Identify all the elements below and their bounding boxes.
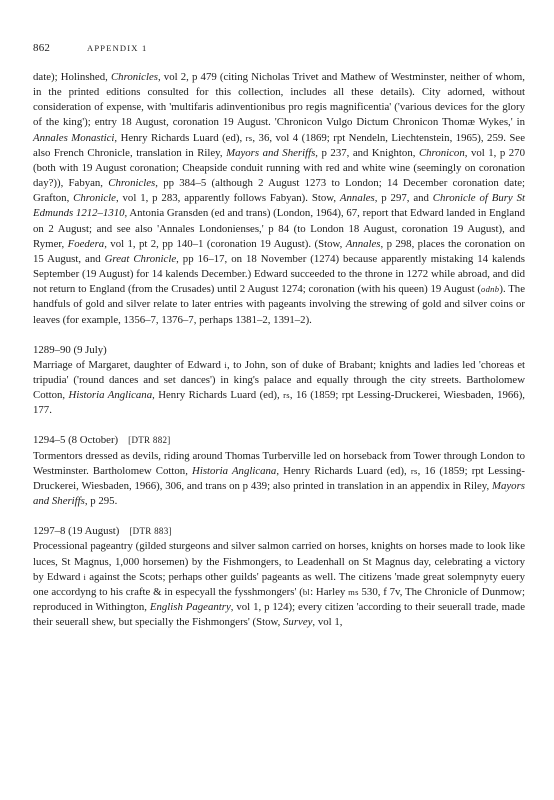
entry-text: Tormentors dressed as devils, riding around Thomas Turberville led on horseback from Tower through London to Westminster. Bartholomew Cotton, Historia Anglicana, Henry Richards Luard (ed), rs, 16 (1859; rpt Lessing-Druckerei, Wiesbaden, 1966), 306, and trans on p 439; also printed in translation in an appendix in Riley, Mayors and Sheriffs, p 295.	[33, 449, 525, 508]
entry-date: 1294–5 (8 October)	[33, 434, 119, 447]
continuation-paragraph: date); Holinshed, Chronicles, vol 2, p 479 (citing Nicholas Trivet and Mathew of Westminster, neither of whom, in the printed editions consulted for this collection, includes all these details). City adorned, without consideration of expense, with 'multifaris adinventionibus pro regis magnificentia' ('various devices for the glory of the king'); entry 18 August, coronation 19 August. 'Chronicon Vulgo Dictum Chronicon Thomæ Wykes,' in Annales Monastici, Henry Richards Luard (ed), rs, 36, vol 4 (1869; rpt Nendeln, Liechtenstein, 1965), 259. See also French Chronicle, translation in Riley, Mayors and Sheriffs, p 237, and Knighton, Chronicon, vol 1, p 270 (both with 19 August coronation; Cheapside conduit running with red and white wine (seemingly on coronation day?)), Fabyan, Chronicles, pp 384–5 (although 2 August 1273 to London; 14 December coronation date; Grafton, Chronicle, vol 1, p 283, apparently follows Fabyan). Stow, Annales, p 297, and Chronicle of Bury St Edmunds 1212–1310, Antonia Gransden (ed and trans) (London, 1964), 67, report that Edward landed in England on 2 August; and see also 'Annales Londonienses,' p 84 (to London 18 August, coronation 19 August), and Rymer, Foedera, vol 1, pt 2, pp 140–1 (coronation 19 August). (Stow, Annales, p 298, places the coronation on 15 August, and Great Chronicle, pp 16–17, on 18 November (1274) because apparently mistaking 14 kalends September (19 August) for 14 kalends December.) Edward succeeded to the throne in 1272 while abroad, and did not return to England (from the Crusades) until 2 August 1274; coronation (with his queen) 19 August (odnb). The handfuls of gold and silver relate to later entries with pageants involving the strewing of gold and silver coins or leaves (for example, 1356–7, 1376–7, perhaps 1381–2, 1391–2).	[33, 71, 526, 326]
entry-date: 1289–90 (9 July)	[33, 343, 107, 356]
italic-title: Mayors and Sheriffs	[33, 479, 525, 508]
abbreviation: odnb	[480, 284, 500, 295]
abbreviation: rs	[283, 390, 290, 401]
running-title: APPENDIX 1	[87, 43, 148, 53]
italic-title: Annales	[345, 237, 381, 250]
italic-title: Historia Anglicana	[68, 389, 153, 402]
page-body	[33, 70, 525, 630]
entry	[33, 343, 525, 419]
italic-title: Annales	[339, 192, 375, 205]
entry-reference: [DTR 882]	[128, 435, 171, 446]
italic-title: Mayors and Sheriffs	[226, 146, 316, 159]
abbreviation: i	[83, 571, 87, 582]
entry-text: Marriage of Margaret, daughter of Edward i, to John, son of duke of Brabant; knights and ladies led 'choreas et tripudia' ('round dances and set dances') in king's palace and equally through the city streets. Bartholomew Cotton, Historia Anglicana, Henry Richards Luard (ed), rs, 16 (1859; rpt Lessing-Druckerei, Wiesbaden, 1966), 177.	[33, 358, 525, 417]
entry-date: 1297–8 (19 August)	[33, 525, 120, 538]
abbreviation: bl	[302, 586, 311, 597]
entry-reference: [DTR 883]	[129, 526, 172, 537]
abbreviation: i	[224, 359, 228, 370]
entry-heading	[33, 433, 525, 448]
entries-list	[33, 343, 525, 631]
entry-text: Processional pageantry (gilded sturgeons and silver salmon carried on horses, knights on horses made to look like luces, St Magnus, 1,000 horsemen) by the Fishmongers, to Leadenhall on St Magnus day, celebrating a victory by Edward i against the Scots; perhaps other guilds' pageants as well. The citizens 'made great solempnyty euery one accordyng to his crafte & in especyall the fysshmongers' (bl: Harley ms 530, f 7v, The Chronicle of Dunmow; reproduced in Withington, English Pageantry, vol 1, p 124); every citizen 'according to their seuerall trade, made their seuerall shew, but specially the Fishmongers' (Stow, Survey, vol 1,	[33, 540, 525, 629]
italic-title: Chronicle of Bury St Edmunds 1212–1310	[33, 192, 525, 220]
page-header	[33, 42, 147, 54]
abbreviation: ms	[348, 586, 359, 597]
italic-title: Chronicles	[108, 177, 156, 190]
italic-title: Foedera	[67, 237, 105, 250]
entry-heading	[33, 524, 525, 539]
page-number: 862	[33, 42, 51, 54]
abbreviation: rs	[245, 132, 253, 143]
italic-title: Annales Monastici	[33, 131, 115, 144]
italic-title: Survey	[283, 616, 313, 629]
italic-title: Chronicles	[110, 71, 158, 83]
italic-title: Historia Anglicana	[192, 464, 277, 477]
italic-title: Chronicon	[418, 146, 465, 159]
entry	[33, 524, 525, 630]
italic-title: Great Chronicle	[104, 252, 177, 265]
italic-title: Chronicle	[73, 192, 116, 205]
abbreviation: rs	[410, 465, 418, 476]
italic-title: English Pageantry	[149, 601, 231, 613]
entry	[33, 433, 525, 509]
entry-heading	[33, 343, 525, 358]
